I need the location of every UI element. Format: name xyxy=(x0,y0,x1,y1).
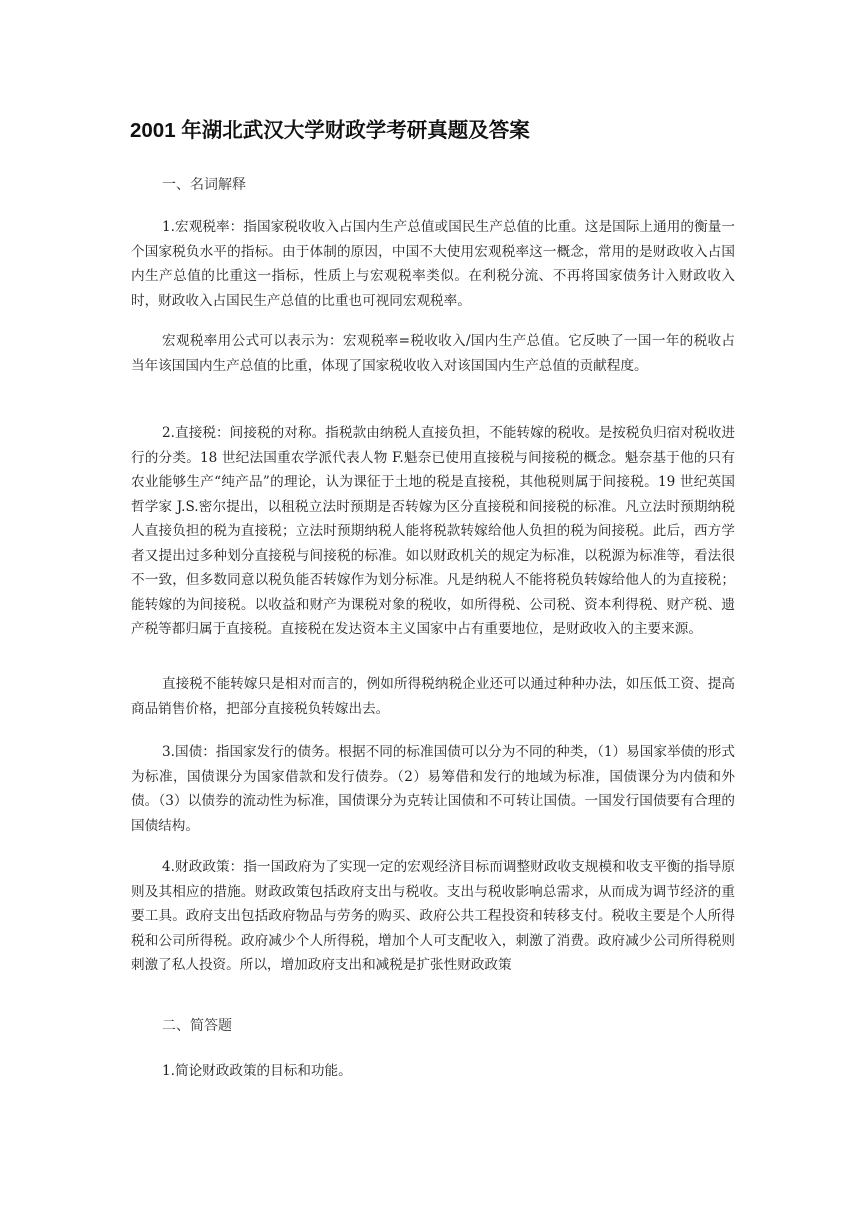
paragraph-direct-tax: 2.直接税：间接税的对称。指税款由纳税人直接负担，不能转嫁的税收。是按税负归宿对税收进行的分类。18 世纪法国重农学派代表人物 F.魁奈已使用直接税与间接税的概念。魁奈基于他的只有农业能够生产“纯产品”的理论，认为课征于土地的税是直接税，其他税则属于间接税。19 世纪英国哲学家 J.S.密尔提出，以租税立法时预期是否转嫁为区分直接税和间接税的标准。凡立法时预期纳税人直接负担的税为直接税；立法时预期纳税人能将税款转嫁给他人负担的税为间接税。此后，西方学者又提出过多种划分直接税与间接税的标准。如以财政机关的规定为标准，以税源为标准等，看法很不一致，但多数同意以税负能否转嫁作为划分标准。凡是纳税人不能将税负转嫁给他人的为直接税；能转嫁的为间接税。以收益和财产为课税对象的税收，如所得税、公司税、资本利得税、财产税、遗产税等都归属于直接税。直接税在发达资本主义国家中占有重要地位，是财政收入的主要来源。 xyxy=(131,425,735,637)
paragraph-fiscal-policy: 4.财政政策：指一国政府为了实现一定的宏观经济目标而调整财政收支规模和收支平衡的指导原则及其相应的措施。财政政策包括政府支出与税收。支出与税收影响总需求，从而成为调节经济的重要工具。政府支出包括政府物品与劳务的购买、政府公共工程投资和转移支付。税收主要是个人所得税和公司所得税。政府减少个人所得税，增加个人可支配收入，刺激了消费。政府减少公司所得税则刺激了私人投资。所以，增加政府支出和减税是扩张性财政政策 xyxy=(131,859,735,973)
section-heading-short-answer: 二、简答题 xyxy=(162,1018,232,1034)
paragraph-macro-tax-rate: 1.宏观税率：指国家税收收入占国内生产总值或国民生产总值的比重。这是国际上通用的衡量一个国家税负水平的指标。由于体制的原因，中国不大使用宏观税率这一概念，常用的是财政收入占国内生产总值的比重这一指标，性质上与宏观税率类似。在利税分流、不再将国家债务计入财政收入时，财政收入占国民生产总值的比重也可视同宏观税率。 xyxy=(131,219,735,309)
paragraph-macro-tax-formula: 宏观税率用公式可以表示为：宏观税率=税收收入/国内生产总值。它反映了一国一年的税收占当年该国国内生产总值的比重，体现了国家税收收入对该国国内生产总值的贡献程度。 xyxy=(131,333,735,374)
paragraph-direct-tax-shifting: 直接税不能转嫁只是相对而言的，例如所得税纳税企业还可以通过种种办法，如压低工资、提高商品销售价格，把部分直接税负转嫁出去。 xyxy=(131,676,735,717)
section-heading-terms: 一、名词解释 xyxy=(162,177,246,193)
document-title: 2001 年湖北武汉大学财政学考研真题及答案 xyxy=(130,119,530,142)
paragraph-national-debt: 3.国债：指国家发行的债务。根据不同的标准国债可以分为不同的种类，（1）易国家举债的形式为标准，国债课分为国家借款和发行债券。（2）易筹借和发行的地域为标准，国债课分为内债和外债。（3）以债券的流动性为标准，国债课分为克转让国债和不可转让国债。一国发行国债要有合理的国债结构。 xyxy=(131,744,735,834)
question-1: 1.简论财政政策的目标和功能。 xyxy=(162,1063,352,1079)
